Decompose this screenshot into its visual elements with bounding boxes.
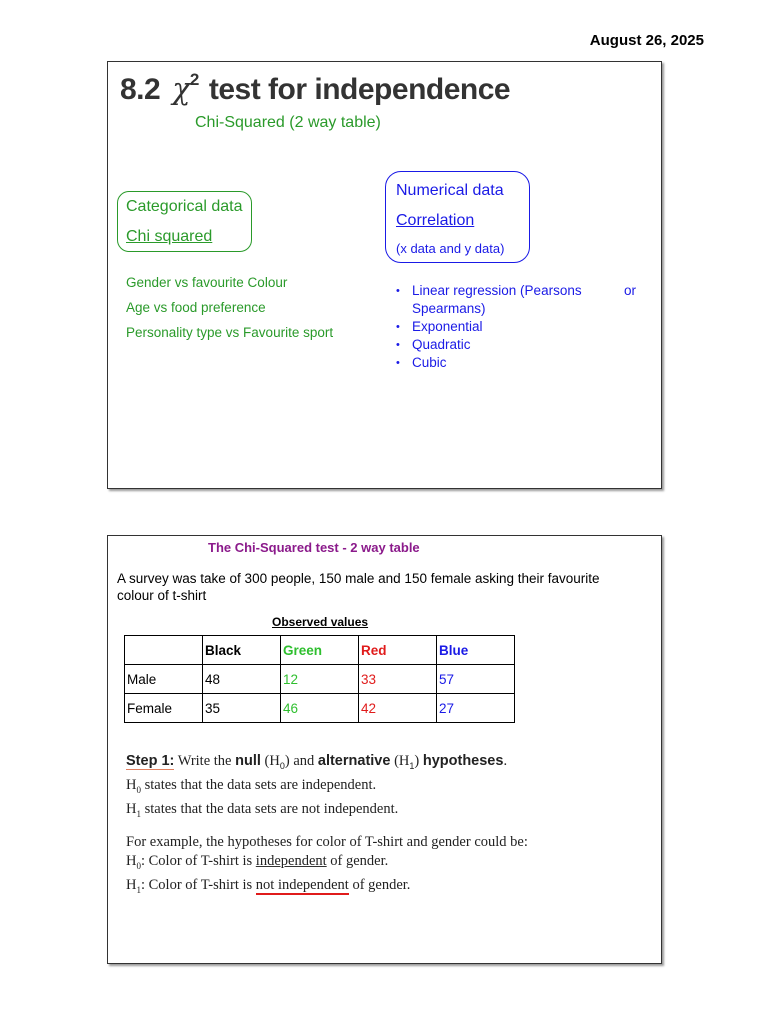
null-keyword: null	[235, 753, 261, 769]
numerical-methods-list	[396, 282, 636, 372]
table-cell: 57	[437, 665, 515, 694]
list-item: • Exponential	[396, 318, 636, 336]
hypotheses-keyword: hypotheses	[422, 753, 504, 769]
chi-superscript: 2	[189, 70, 199, 89]
list-item: • Quadratic	[396, 336, 636, 354]
categorical-examples-list	[126, 270, 333, 345]
step1-line: Step 1: Write the null $(H_0)$ and alternative $(H_1)$ hypotheses.	[126, 753, 508, 771]
chi-squared-label: Chi squared	[126, 228, 213, 245]
list-item: Personality type vs Favourite sport	[126, 325, 334, 340]
example-h1: $H_1$: Color of T-shirt is not independent of gender.	[126, 876, 411, 895]
slide-two-way-table	[107, 535, 662, 964]
categorical-data-label: Categorical data	[126, 198, 243, 215]
table-cell: Male	[125, 665, 203, 694]
table-header-cell: Red	[359, 636, 437, 665]
table-cell: 27	[437, 694, 515, 723]
slide-subtitle: Chi-Squared (2 way table)	[195, 114, 381, 131]
slide-chi-squared-intro	[107, 61, 662, 489]
correlation-label: Correlation	[396, 212, 475, 229]
step-text: and	[293, 753, 315, 769]
example-intro: For example, the hypotheses for color of T-shirt and gender could be:	[126, 833, 528, 850]
table-header-cell	[125, 636, 203, 665]
h1-symbol: $(H_1)$	[394, 753, 420, 771]
table-header-row	[125, 636, 515, 665]
table-header-cell: Green	[281, 636, 359, 665]
step-text: Write the	[177, 753, 232, 769]
not-independent-keyword: not independent	[255, 876, 349, 893]
table-caption: Observed values	[272, 615, 369, 629]
h1-statement: $H_1$ states that the data sets are not independent.	[126, 800, 399, 819]
title-text: test for independence	[208, 73, 511, 106]
table-cell: 48	[203, 665, 281, 694]
list-item: Age vs food preference	[126, 300, 266, 315]
numerical-data-label: Numerical data	[396, 182, 504, 199]
table-header-cell: Black	[203, 636, 281, 665]
table-row	[125, 694, 515, 723]
list-item-or: or	[623, 283, 636, 298]
slide-title: The Chi-Squared test - 2 way table	[208, 540, 420, 555]
table-header-cell: Blue	[437, 636, 515, 665]
h0-statement: $H_0$ states that the data sets are independent.	[126, 776, 377, 795]
list-item: Gender vs favourite Colour	[126, 275, 288, 290]
hypotheses-block	[126, 752, 528, 899]
table-cell: 35	[203, 694, 281, 723]
categorical-data-box	[117, 191, 252, 252]
survey-intro: A survey was take of 300 people, 150 male and 150 female asking their favourite colour of t-shirt	[117, 571, 600, 603]
list-item	[396, 282, 636, 318]
slide-title	[120, 70, 510, 107]
table-cell: 42	[359, 694, 437, 723]
independent-keyword: independent	[255, 852, 327, 869]
title-number: 8.2	[120, 73, 161, 106]
page-date: August 26, 2025	[589, 32, 704, 49]
step-label: Step 1:	[126, 753, 175, 769]
table-cell: Female	[125, 694, 203, 723]
xy-data-label: (x data and y data)	[396, 241, 505, 256]
chi-symbol: χ	[172, 72, 190, 107]
alternative-keyword: alternative	[317, 753, 391, 769]
observed-values-table	[124, 635, 515, 723]
table-cell: 33	[359, 665, 437, 694]
table-cell: 46	[281, 694, 359, 723]
list-item-text: Linear regression (Pearsons	[412, 283, 582, 298]
h0-symbol: $(H_0)$	[264, 753, 290, 771]
list-item: • Cubic	[396, 354, 636, 372]
table-row	[125, 665, 515, 694]
example-h0: $H_0$: Color of T-shirt is independent of gender.	[126, 852, 389, 871]
table-cell: 12	[281, 665, 359, 694]
numerical-data-box	[385, 171, 530, 263]
list-item-continuation: Spearmans)	[412, 301, 486, 316]
